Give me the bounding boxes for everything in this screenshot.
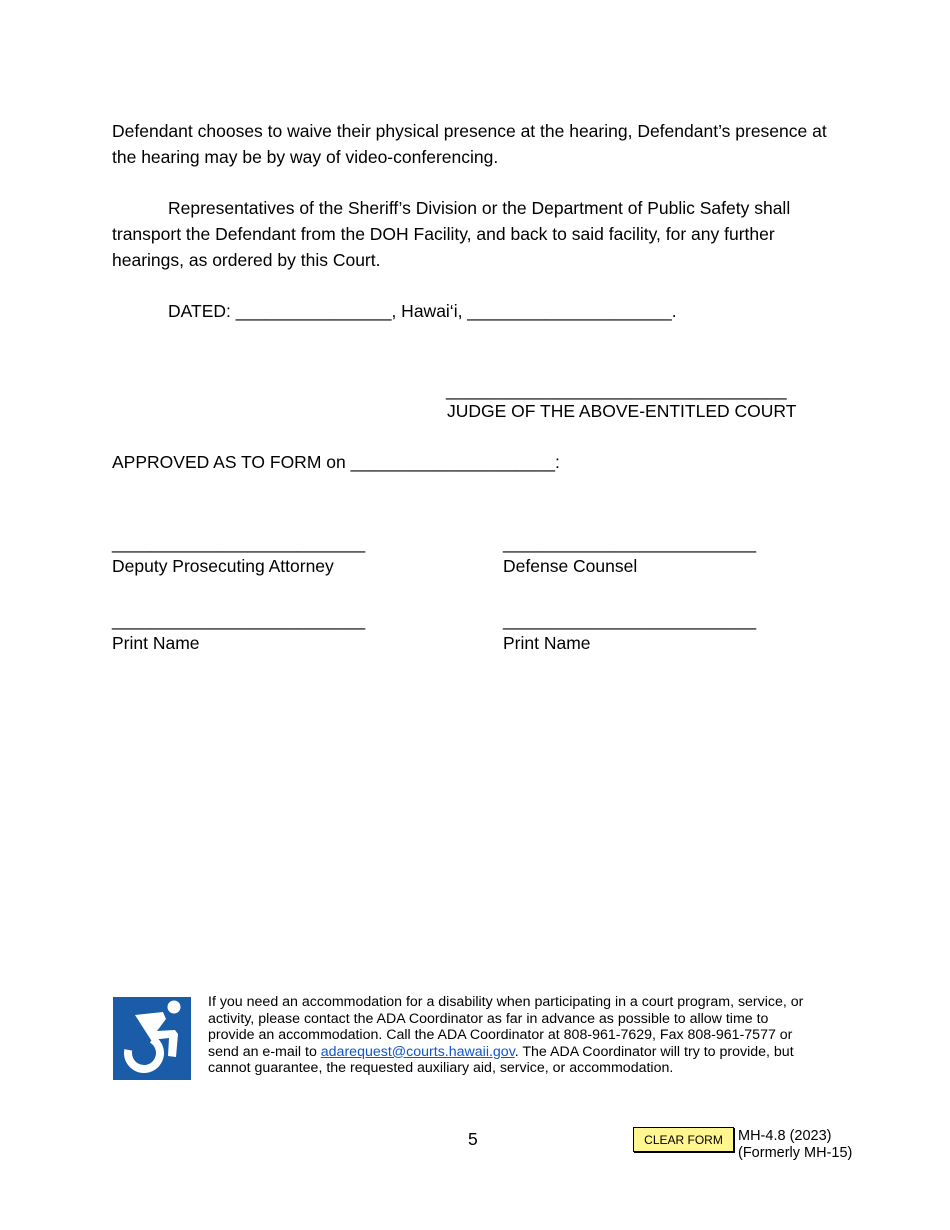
defense-print-name-line: __________________________ [503, 610, 757, 630]
clear-form-button[interactable]: CLEAR FORM [633, 1127, 734, 1152]
prosecutor-label: Deputy Prosecuting Attorney [112, 556, 334, 576]
form-formerly: (Formerly MH-15) [738, 1145, 853, 1161]
judge-signature-label: JUDGE OF THE ABOVE-ENTITLED COURT [447, 401, 797, 421]
ada-notice [208, 994, 818, 1077]
paragraph-video-conferencing: Defendant chooses to waive their physical presence at the hearing, Defendant’s presence at the hearing may be by way of video-conferencing. [112, 121, 827, 167]
paragraph-transport: Representatives of the Sheriff’s Division or the Department of Public Safety shall transport the Defendant from the DOH Facility, and back to said facility, for any further hearings, as ordered by this Court. [112, 198, 791, 270]
prosecutor-print-name-label: Print Name [112, 633, 200, 653]
approved-as-to-form-line: APPROVED AS TO FORM on _____________________: [112, 452, 560, 472]
form-identifier [738, 1128, 852, 1162]
page-number: 5 [468, 1129, 478, 1149]
ada-email-link[interactable]: adarequest@courts.hawaii.gov [320, 1043, 515, 1060]
prosecutor-signature-line: __________________________ [112, 533, 366, 553]
judge-signature-line: ___________________________________ [446, 380, 787, 400]
ada-notice-text: If you need an accommodation for a disability when participating in a court program, service, or activity, please contact the ADA Coordinator as far in advance as possible to allow time to provide an accommodation. Call the ADA Coordinator at 808-961-7629, Fax 808-961-7577 or send an e-mail to [208, 994, 804, 1060]
dated-line: DATED: ________________, Hawai‘i, _____________________. [168, 301, 677, 321]
defense-print-name-label: Print Name [503, 633, 591, 653]
defense-signature-line: __________________________ [503, 533, 757, 553]
defense-label: Defense Counsel [503, 556, 638, 576]
accessibility-wheelchair-icon [113, 997, 191, 1080]
form-number: MH-4.8 (2023) [738, 1128, 832, 1144]
ada-notice-text-end: . The ADA Coordinator will try to provide, but cannot guarantee, the requested auxiliary aid, service, or accommodation. [208, 1043, 794, 1077]
prosecutor-print-name-line: __________________________ [112, 610, 366, 630]
